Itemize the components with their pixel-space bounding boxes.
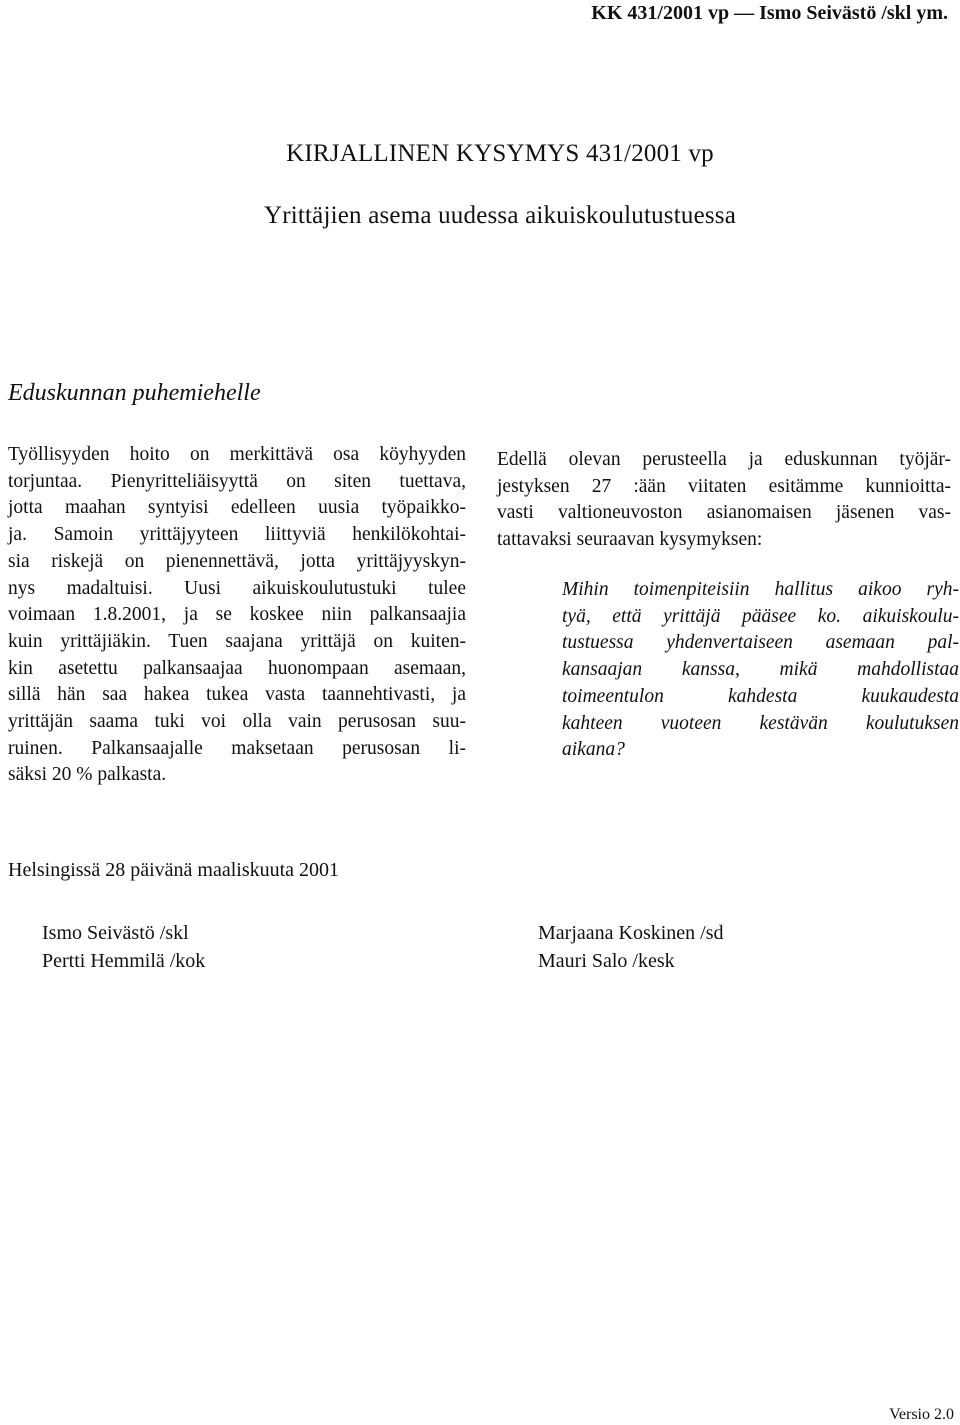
document-header: KK 431/2001 vp — Ismo Seivästö /skl ym. bbox=[591, 2, 948, 24]
right-column-text bbox=[497, 447, 951, 554]
left-column-text bbox=[8, 442, 466, 789]
place-date: Helsingissä 28 päivänä maaliskuuta 2001 bbox=[8, 859, 340, 881]
question-line: kansaajan kanssa, mikä mahdollistaa bbox=[562, 659, 959, 681]
text-line: torjuntaa. Pienyritteliäisyyttä on siten tuettava, bbox=[8, 470, 466, 492]
question-line: tustuessa yhdenvertaiseen asemaan pal- bbox=[562, 632, 959, 654]
text-line: jestyksen 27 :ään viitaten esitämme kunnioitta- bbox=[497, 475, 951, 497]
text-line: yrittäjän saama tuki voi olla vain perusosan suu- bbox=[8, 711, 466, 733]
text-line: voimaan 1.8.2001, ja se koskee niin palkansaajia bbox=[8, 604, 466, 626]
text-line: nys madaltuisi. Uusi aikuiskoulutustuki tulee bbox=[8, 577, 466, 599]
addressee: Eduskunnan puhemiehelle bbox=[8, 380, 261, 406]
text-line: sia riskejä on pienennettävä, jotta yrittäjyyskyn- bbox=[8, 550, 466, 572]
text-line: kin asetettu palkansaajaa huonompaan asemaan, bbox=[8, 657, 466, 679]
question-line: Mihin toimenpiteisiin hallitus aikoo ryh- bbox=[562, 579, 959, 600]
question-line: toimeentulon kahdesta kuukaudesta bbox=[562, 685, 959, 707]
question-line: kahteen vuoteen kestävän koulutuksen bbox=[562, 712, 959, 734]
text-line: kuin yrittäjiäkin. Tuen saajana yrittäjä on kuiten- bbox=[8, 630, 466, 652]
document-title: KIRJALLINEN KYSYMYS 431/2001 vp bbox=[286, 140, 714, 167]
text-line: jotta maahan syntyisi edelleen uusia työpaikko- bbox=[8, 497, 466, 519]
document-subtitle: Yrittäjien asema uudessa aikuiskoulutustuessa bbox=[263, 202, 737, 229]
text-line: säksi 20 % palkasta. bbox=[8, 764, 167, 786]
question-text bbox=[562, 577, 959, 764]
text-line: ja. Samoin yrittäjyyteen liittyviä henkilökohtai- bbox=[8, 524, 466, 546]
question-line: tyä, että yrittäjä pääsee ko. aikuiskoulu- bbox=[562, 605, 959, 627]
question-line: aikana? bbox=[562, 739, 625, 761]
version-label: Versio 2.0 bbox=[889, 1406, 954, 1423]
signature-name: Pertti Hemmilä /kok bbox=[42, 950, 206, 972]
signature-name: Ismo Seivästö /skl bbox=[42, 922, 189, 944]
text-line: tattavaksi seuraavan kysymyksen: bbox=[497, 529, 763, 551]
text-line: vasti valtioneuvoston asianomaisen jäsenen vas- bbox=[497, 502, 951, 524]
signature-name: Marjaana Koskinen /sd bbox=[538, 922, 724, 944]
text-line: ruinen. Palkansaajalle maksetaan perusosan li- bbox=[8, 737, 466, 759]
signature-name: Mauri Salo /kesk bbox=[538, 950, 675, 972]
text-line: Työllisyyden hoito on merkittävä osa köyhyyden bbox=[8, 444, 466, 465]
text-line: sillä hän saa hakea tukea vasta taannehtivasti, ja bbox=[8, 684, 466, 706]
text-line: Edellä olevan perusteella ja eduskunnan työjär- bbox=[497, 449, 951, 470]
